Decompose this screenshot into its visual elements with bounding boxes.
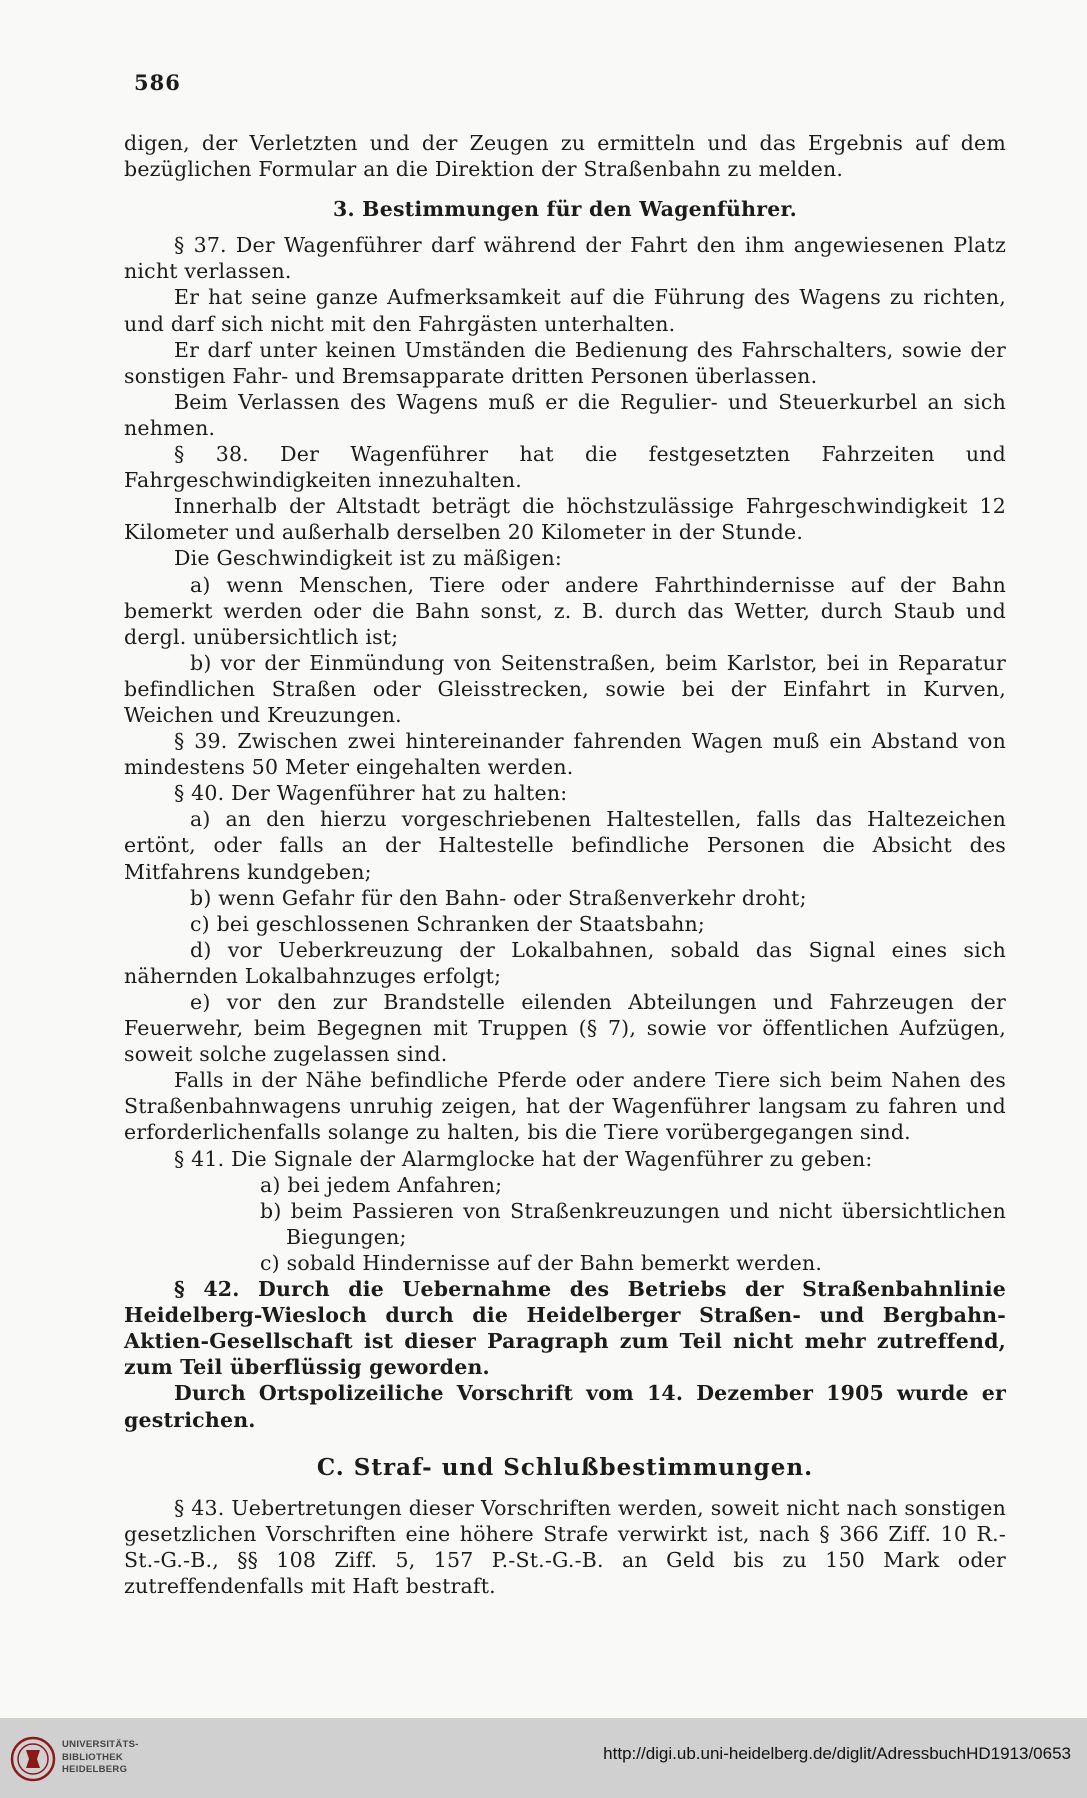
page-number: 586 bbox=[134, 70, 181, 95]
text-paragraph: Beim Verlassen des Wagens muß er die Regulier- und Steuerkurbel an sich nehmen. bbox=[124, 389, 1006, 440]
text-paragraph: § 43. Uebertretungen dieser Vorschriften werden, soweit nicht nach sonstigen gesetzlichen Vorschriften eine höhere Strafe verwirkt ist, nach § 366 Ziff. 10 R.-St.-G.-B., §§ 108 Ziff. 5, 157 P.-St.-G.-B. an Geld bis zu 150 Mark oder zutreffendenfalls mit Haft bestraft. bbox=[124, 1495, 1006, 1598]
library-seal-icon bbox=[10, 1736, 56, 1782]
page-body-text bbox=[124, 130, 1006, 1599]
text-paragraph: § 37. Der Wagenführer darf während der Fahrt den ihm angewiesenen Platz nicht verlassen. bbox=[124, 233, 1006, 284]
text-paragraph: digen, der Verletzten und der Zeugen zu ermitteln und das Ergebnis auf dem bezüglichen Formular an die Direktion der Straßenbahn zu melden. bbox=[124, 131, 1006, 182]
text-paragraph: e) vor den zur Brandstelle eilenden Abteilungen und Fahrzeugen der Feuerwehr, beim Begegnen mit Truppen (§ 7), sowie vor öffentlichen Aufzügen, soweit solche zugelassen sind. bbox=[124, 990, 1006, 1067]
text-paragraph: § 39. Zwischen zwei hintereinander fahrenden Wagen muß ein Abstand von mindestens 50 Meter eingehalten werden. bbox=[124, 729, 1006, 780]
text-paragraph: Durch Ortspolizeiliche Vorschrift vom 14. Dezember 1905 wurde er gestrichen. bbox=[124, 1381, 1006, 1432]
text-paragraph: § 38. Der Wagenführer hat die festgesetzten Fahrzeiten und Fahrgeschwindigkeiten innezuhalten. bbox=[124, 442, 1006, 493]
text-paragraph: Falls in der Nähe befindliche Pferde oder andere Tiere sich beim Nahen des Straßenbahnwagens unruhig zeigen, hat der Wagenführer langsam zu fahren und erforderlichenfalls solange zu halten, bis die Tiere vorübergegangen sind. bbox=[124, 1068, 1006, 1145]
permalink-url[interactable]: http://digi.ub.uni-heidelberg.de/diglit/AdressbuchHD1913/0653 bbox=[603, 1744, 1071, 1763]
library-logo-text bbox=[62, 1739, 139, 1777]
section-heading: C. Straf- und Schlußbestimmungen. bbox=[316, 1453, 814, 1481]
viewer-footer bbox=[0, 1718, 1087, 1798]
text-paragraph: a) an den hierzu vorgeschriebenen Haltestellen, falls das Haltezeichen ertönt, oder falls an der Haltestelle befindliche Personen die Absicht des Mitfahrens kundgeben; bbox=[124, 807, 1006, 884]
text-paragraph: b) beim Passieren von Straßenkreuzungen und nicht übersichtlichen Biegungen; bbox=[260, 1198, 1006, 1249]
section-heading: 3. Bestimmungen für den Wagenführer. bbox=[333, 197, 797, 222]
logo-line-2: BIBLIOTHEK bbox=[62, 1751, 124, 1763]
text-paragraph: b) wenn Gefahr für den Bahn- oder Straßenverkehr droht; bbox=[190, 885, 807, 910]
logo-line-3: HEIDELBERG bbox=[62, 1764, 128, 1775]
text-paragraph: a) wenn Menschen, Tiere oder andere Fahrthindernisse auf der Bahn bemerkt werden oder die Bahn sonst, z. B. durch das Wetter, durch Staub und dergl. unübersichtlich ist; bbox=[124, 572, 1006, 649]
text-paragraph: c) sobald Hindernisse auf der Bahn bemerkt werden. bbox=[260, 1250, 823, 1275]
text-paragraph: § 41. Die Signale der Alarmglocke hat der Wagenführer zu geben: bbox=[174, 1146, 873, 1171]
text-paragraph: Er darf unter keinen Umständen die Bedienung des Fahrschalters, sowie der sonstigen Fahr- und Bremsapparate dritten Personen überlassen. bbox=[124, 337, 1006, 388]
text-paragraph: Die Geschwindigkeit ist zu mäßigen: bbox=[174, 546, 562, 571]
logo-line-1: UNIVERSITÄTS- bbox=[62, 1739, 139, 1750]
text-paragraph: Er hat seine ganze Aufmerksamkeit auf die Führung des Wagens zu richten, und darf sich nicht mit den Fahrgästen unterhalten. bbox=[124, 285, 1006, 336]
text-paragraph: d) vor Ueberkreuzung der Lokalbahnen, sobald das Signal eines sich nähernden Lokalbahnzuges erfolgt; bbox=[124, 937, 1006, 988]
text-paragraph: a) bei jedem Anfahren; bbox=[260, 1172, 503, 1197]
library-logo[interactable] bbox=[10, 1730, 140, 1786]
text-paragraph: c) bei geschlossenen Schranken der Staatsbahn; bbox=[190, 911, 706, 936]
text-paragraph: Innerhalb der Altstadt beträgt die höchstzulässige Fahrgeschwindigkeit 12 Kilometer und außerhalb derselben 20 Kilometer in der Stunde. bbox=[124, 494, 1006, 545]
text-paragraph: § 40. Der Wagenführer hat zu halten: bbox=[174, 781, 568, 806]
text-paragraph: § 42. Durch die Uebernahme des Betriebs der Straßenbahnlinie Heidelberg-Wiesloch durch die Heidelberger Straßen- und Bergbahn-Aktien-Gesellschaft ist dieser Paragraph zum Teil nicht mehr zutreffend, zum Teil überflüssig geworden. bbox=[124, 1277, 1006, 1380]
text-paragraph: b) vor der Einmündung von Seitenstraßen, beim Karlstor, bei in Reparatur befindlichen Straßen oder Gleisstrecken, sowie bei der Einfahrt in Kurven, Weichen und Kreuzungen. bbox=[124, 650, 1006, 727]
